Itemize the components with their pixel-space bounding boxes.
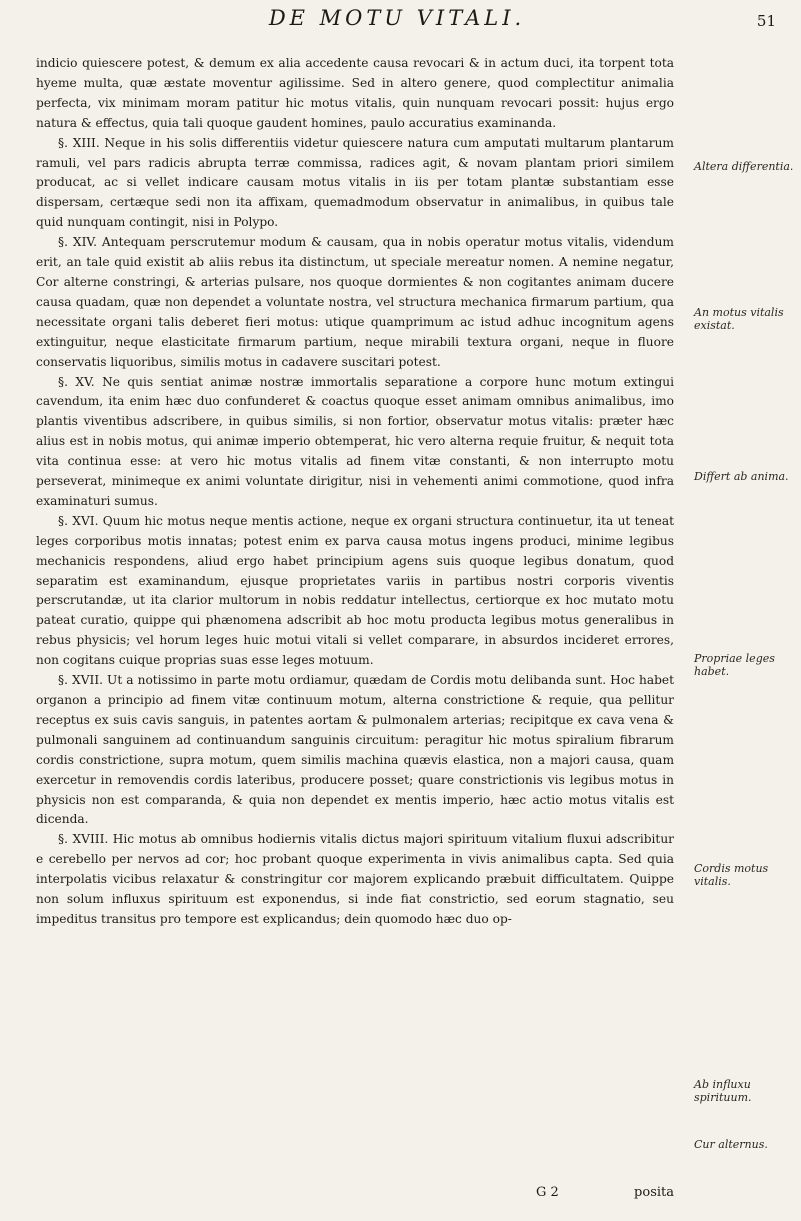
margin-note: Ab influxu spirituum.: [694, 1078, 752, 1104]
running-head: DE MOTU VITALI.: [268, 6, 526, 30]
paragraph: §. XIV. Antequam perscrutemur modum & causam, qua in nobis operatur motus vitalis, videndum erit, an tale quid existit ab aliis rebus ita distinctum, ut speciale mereatur nomen. A nemine negatur, Cor alterne constringi, & arterias pulsare, nos quoque dormientes & non cogitantes animam ducere causa quadam, quæ non dependet a voluntate nostra, vel structura mechanica firmarum partium, qua necessitate organi talis deberet fieri motus: utique quamprimum ac istud adhuc incognitum agens extinguitur, neque elasticitate firmarum partium, neque mirabili textura organi, neque in fluore conservatis liquoribus, similis motus in cadavere suscitari potest.: [36, 235, 674, 369]
paragraph: indicio quiescere potest, & demum ex alia accedente causa revocari & in actum duci, ita torpent tota hyeme multa, quæ æstate moventur agilissime. Sed in altero genere, quod complectitur animalia perfecta, vix minimam moram patitur hic motus vitalis, quin nunquam revocari possit: hujus ergo natura & effectus, quia tali quoque gaudent homines, paulo accuratius examinanda.: [36, 56, 674, 130]
page-footer: [36, 1185, 674, 1207]
paragraph: §. XVI. Quum hic motus neque mentis actione, neque ex organi structura continuetur, ita ut teneat leges corporibus motis innatas; potest enim ex parva causa motus ingens produci, minime legibus mechanicis respondens, aliud ergo habet principium agens suis quoque legibus donatum, quod separatim est examinandum, ejusque proprietates variis in partibus nostri corporis viventis perscrutandæ, ut ita clarior multorum in nobis reddatur intellectus, certiorque ex hoc mutato motu pateat curatio, quippe qui phænomena adscribit ab hoc motu producta legibus motus generalibus in rebus physicis; vel horum leges huic motui vitali si vellet comparare, in absurdos incideret errores, non cogitans cuique proprias suas esse leges motuum.: [36, 513, 674, 668]
margin-note: Propriae leges habet.: [694, 652, 775, 678]
paragraph: §. XIII. Neque in his solis differentiis videtur quiescere natura cum amputati multarum plantarum ramuli, vel pars radicis abrupta terræ commissa, radices agit, & novam plantam priori similem producat, ac si vellet indicare causam motus vitalis in iis per totam plantæ substantiam esse dispersam, certæque sedi non ita affixam, quemadmodum observatur in animalibus, in quibus tale quid nunquam contingit, nisi in Polypo.: [36, 135, 674, 230]
margin-note: Cur alternus.: [694, 1138, 768, 1151]
signature-mark: G 2: [536, 1185, 559, 1200]
margin-note: Cordis motus vitalis.: [694, 862, 769, 888]
body-text: [36, 54, 674, 930]
margin-note: Altera differentia.: [694, 160, 794, 173]
page-header: [22, 6, 782, 36]
catchword: posita: [634, 1185, 674, 1200]
paragraph: §. XVII. Ut a notissimo in parte motu ordiamur, quædam de Cordis motu delibanda sunt. Hoc habet organon a principio ad finem vitæ continuum motum, alterna constrictione & requie, qua pellitur receptus ex suis cavis sanguis, in patentes aortam & pulmonalem arterias; recipitque ex cava vena & pulmonali sanguinem ad continuandum sanguinis circuitum: peragitur hic motus spiralium fibrarum cordis constrictione, supra motum, quem similis machina quævis elastica, non a majori causa, quam exercetur in removendis cordis lateribus, producere posset; quare constrictionis vis legibus motus in physicis non est comparanda, & quia non dependet ex mentis imperio, hæc actio motus vitalis est dicenda.: [36, 673, 674, 827]
margin-note: An motus vitalis existat.: [694, 306, 784, 332]
page-number: 51: [756, 12, 776, 30]
margin-note: Differt ab anima.: [694, 470, 789, 483]
paragraph: §. XVIII. Hic motus ab omnibus hodiernis vitalis dictus majori spirituum vitalium fluxui adscribitur e cerebello per nervos ad cor; hoc probant quoque experimenta in vivis animalibus capta. Sed quia interpolatis vicibus relaxatur & constringitur cor majorem explicando præbuit difficultatem. Quippe non solum influxus spirituum est exponendus, si inde fiat constrictio, sed eorum stagnatio, seu impeditus transitus pro tempore est explicandus; dein quomodo hæc duo op-: [36, 832, 674, 926]
paragraph: §. XV. Ne quis sentiat animæ nostræ immortalis separatione a corpore hunc motum extingui cavendum, ita enim hæc duo confunderet & coactus quoque esset animam omnibus animalibus, imo plantis viventibus adscribere, in quibus similis, si non fortior, observatur motus vitalis: præter hæc alius est in nobis motus, qui animæ imperio obtemperat, hic vero alterna requie fruitur, & nequit tota vita continua esse: at vero hic motus vitalis ad finem vitæ constanti, & non interrupto motu perseverat, minimeque ex animi voluntate dirigitur, nisi in vehementi animi commotione, quod infra examinaturi sumus.: [36, 374, 674, 508]
